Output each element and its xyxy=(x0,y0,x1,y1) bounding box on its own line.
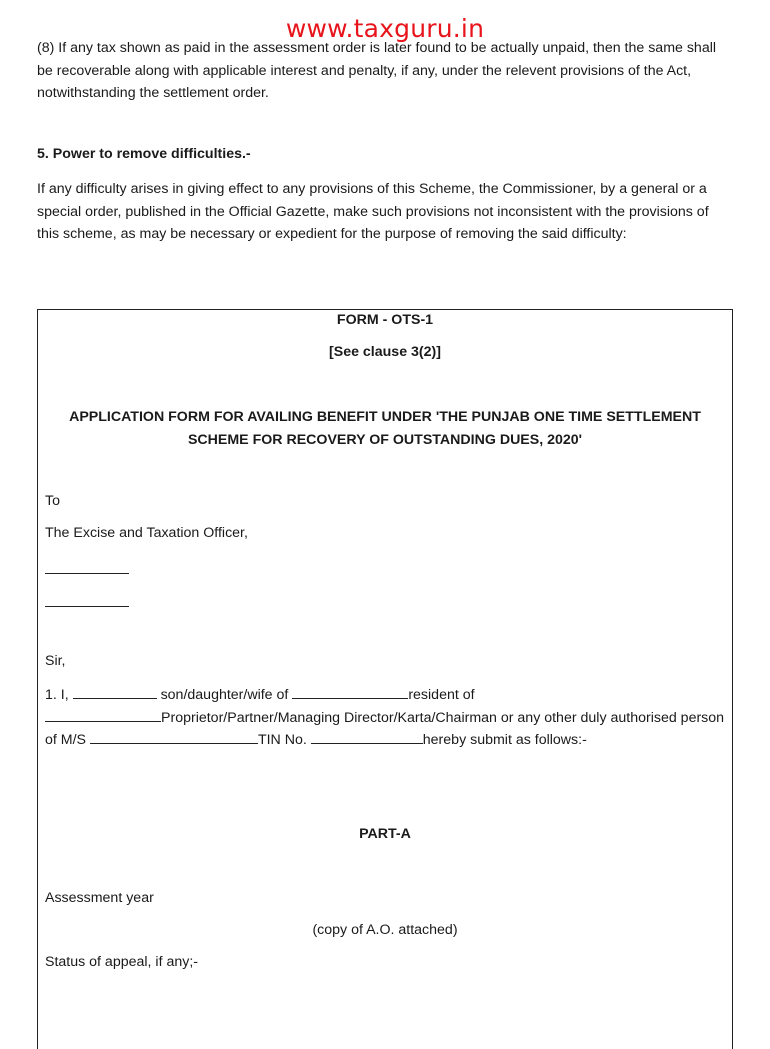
clause-8-paragraph: (8) If any tax shown as paid in the assessment order is later found to be actually unpaid, then the same shall be recoverable along with applicable interest and penalty, if any, under the relevent provisions of the Act, notwithstanding the settlement order. xyxy=(37,40,717,102)
part-a-heading: PART-A xyxy=(359,826,411,842)
roles-text: Proprietor/Partner/Managing Director/Karta/Chairman or any other duly authorised person of M/S xyxy=(45,709,725,749)
section-5-heading: 5. Power to remove difficulties.- xyxy=(37,146,251,162)
form-title: FORM - OTS-1 xyxy=(336,312,434,328)
section-5-paragraph: If any difficulty arises in giving effect to any provisions of this Scheme, the Commissioner, by a general or a special order, published in the Official Gazette, make such provisions not inconsistent with the provisions of this scheme, as may be necessary or expedient for the purpose of removing the said difficulty: xyxy=(37,181,709,243)
para-start: 1. I, xyxy=(45,687,69,703)
watermark: www.taxguru.in xyxy=(285,14,485,43)
salutation: Sir, xyxy=(45,653,66,669)
assessment-year-label: Assessment year xyxy=(45,890,154,906)
form-ots-1-box xyxy=(37,309,733,1049)
tin-blank[interactable] xyxy=(311,731,423,744)
firm-name-blank[interactable] xyxy=(90,731,258,744)
to-label: To xyxy=(45,493,60,509)
copy-attached-note: (copy of A.O. attached) xyxy=(312,922,458,938)
form-heading: APPLICATION FORM FOR AVAILING BENEFIT UNDER 'THE PUNJAB ONE TIME SETTLEMENT SCHEME FOR RECOVERY OF OUTSTANDING DUES, 2020' xyxy=(69,409,701,448)
status-of-appeal-label: Status of appeal, if any;- xyxy=(45,954,199,970)
parent-name-blank[interactable] xyxy=(292,686,408,699)
resident-text: resident of xyxy=(408,687,475,703)
residence-blank[interactable] xyxy=(45,709,161,722)
para-end: hereby submit as follows:- xyxy=(422,732,587,749)
officer-line: The Excise and Taxation Officer, xyxy=(45,525,248,541)
name-blank[interactable] xyxy=(73,686,157,699)
declaration-paragraph xyxy=(45,684,729,752)
tin-label: TIN No. xyxy=(257,732,307,749)
address-blank-2[interactable] xyxy=(45,606,129,607)
form-clause-reference: [See clause 3(2)] xyxy=(329,344,441,360)
address-blank-1[interactable] xyxy=(45,573,129,574)
relation-text: son/daughter/wife of xyxy=(160,687,289,703)
